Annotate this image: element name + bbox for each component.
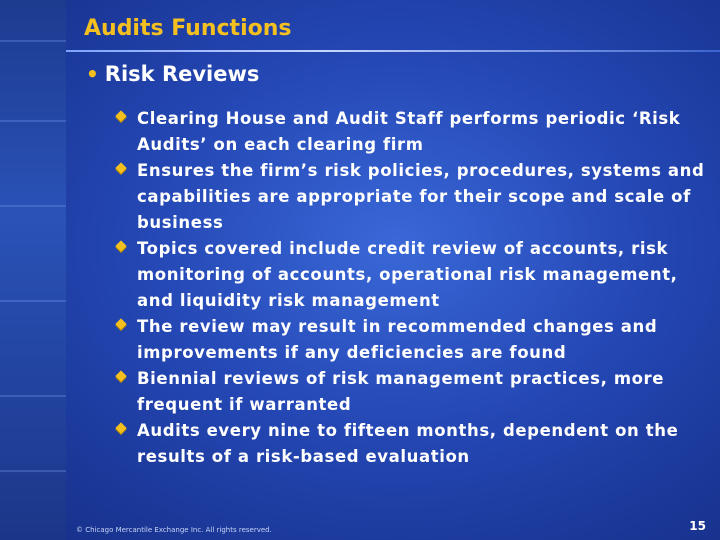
list-item-text: The review may result in recommended changes and improvements if any deficiencies are found [137, 317, 658, 362]
list-item-text: Topics covered include credit review of accounts, risk monitoring of accounts, operational risk management, and liquidity risk management [137, 239, 678, 310]
list-item [115, 418, 705, 470]
list-item-text: Ensures the firm’s risk policies, procedures, systems and capabilities are appropriate for their scope and scale of business [137, 161, 705, 232]
list-item-text: Clearing House and Audit Staff performs periodic ‘Risk Audits’ on each clearing firm [137, 109, 681, 154]
section-heading [86, 62, 259, 86]
decorative-side-strip [0, 0, 66, 540]
diamond-bullet-icon [115, 370, 127, 382]
diamond-bullet-icon [115, 110, 127, 122]
title-divider [66, 50, 720, 52]
list-item-text: Biennial reviews of risk management practices, more frequent if warranted [137, 369, 665, 414]
list-item [115, 158, 705, 236]
section-heading-label: Risk Reviews [104, 62, 260, 86]
diamond-bullet-icon [115, 318, 127, 330]
page-number: 15 [689, 519, 706, 533]
diamond-bullet-icon [115, 422, 127, 434]
diamond-bullet-icon [115, 162, 127, 174]
list-item [115, 366, 705, 418]
list-item [115, 106, 705, 158]
round-bullet-icon: • [86, 62, 99, 86]
list-item [115, 236, 705, 314]
list-item [115, 314, 705, 366]
list-item-text: Audits every nine to fifteen months, dependent on the results of a risk-based evaluation [137, 421, 679, 466]
bullet-list [115, 106, 705, 470]
diamond-bullet-icon [115, 240, 127, 252]
copyright-footer: © Chicago Mercantile Exchange Inc. All rights reserved. [76, 526, 272, 534]
slide-title: Audits Functions [84, 16, 292, 41]
